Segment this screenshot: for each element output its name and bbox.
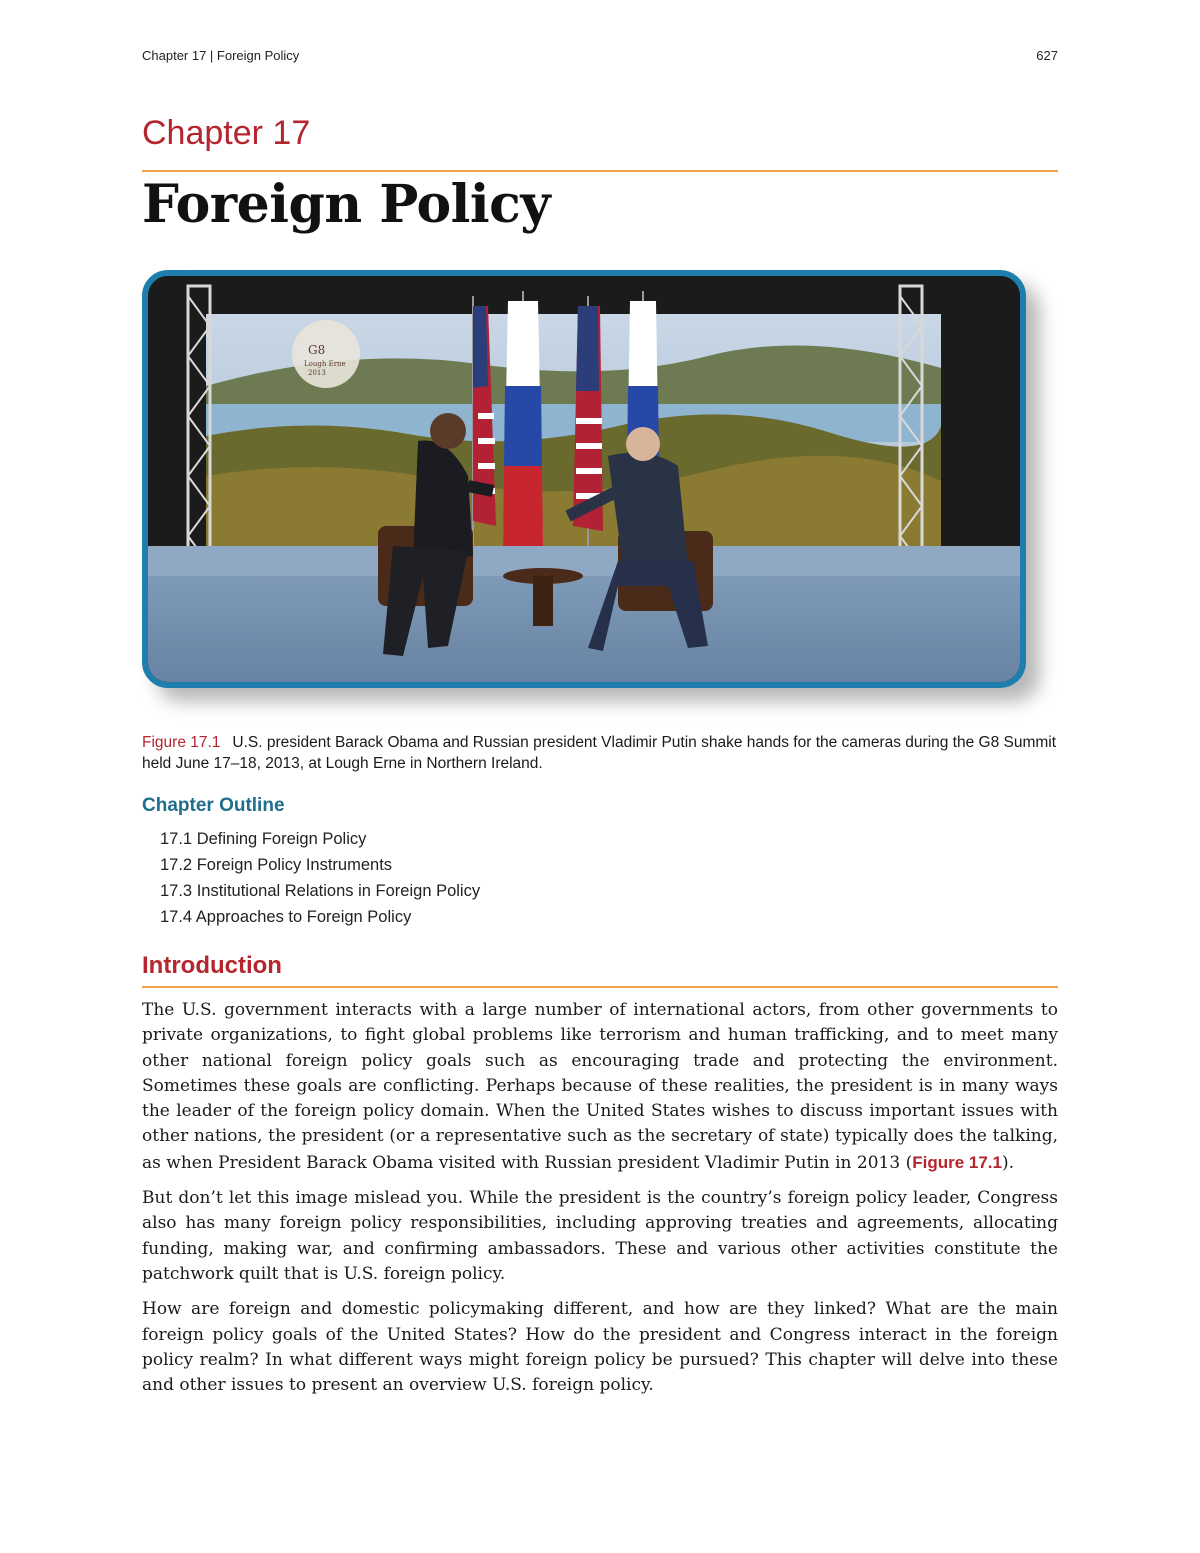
figure-image	[142, 270, 1026, 688]
figure-caption-text: U.S. president Barack Obama and Russian president Vladimir Putin shake hands for the cameras during the G8 Summit held June 17–18, 2013, at Lough Erne in Northern Ireland.	[142, 734, 1057, 772]
g8-logo-place: Lough Erne	[304, 360, 346, 368]
chapter-rule	[142, 170, 1058, 172]
outline-item-17-4[interactable]: 17.4 Approaches to Foreign Policy	[160, 908, 412, 926]
intro-paragraph-1-text: The U.S. government interacts with a large number of international actors, from other governments to private organizations, to fight global problems like terrorism and human trafficking, and to meet many other national foreign policy goals such as encouraging trade and protecting the environment. Sometimes these goals are conflicting. Perhaps because of these realities, the president is in many ways the leader of the foreign policy domain. When the United States wishes to discuss important issues with other nations, the president (or a representative such as the secretary of state) typically does the talking, as when President Barack Obama visited with Russian president Vladimir Putin in 2013 (	[142, 1000, 1058, 1173]
g8-logo	[292, 320, 360, 388]
figure-number: Figure 17.1	[142, 734, 221, 751]
outline-item-17-1[interactable]: 17.1 Defining Foreign Policy	[160, 830, 367, 848]
chapter-outline-list	[160, 828, 480, 932]
page-number: 627	[1036, 48, 1058, 63]
g8-logo-text: G8	[308, 343, 326, 357]
intro-paragraph-3: How are foreign and domestic policymaking different, and how are they linked? What are the main foreign policy goals of the United States? How do the president and Congress interact in the foreign policy realm? In what different ways might foreign policy be pursued? This chapter will delve into these and other issues to present an overview U.S. foreign policy.	[142, 1299, 1058, 1396]
figure-17-1-link[interactable]: Figure 17.1	[912, 1152, 1002, 1172]
introduction-rule	[142, 986, 1058, 988]
outline-item-17-2[interactable]: 17.2 Foreign Policy Instruments	[160, 856, 393, 874]
intro-paragraph-2: But don’t let this image mislead you. While the president is the country’s foreign policy leader, Congress also has many foreign policy responsibilities, including approving treaties and agreements, allocating funding, making war, and confirming ambassadors. These and various other activities constitute the patchwork quilt that is U.S. foreign policy.	[142, 1188, 1058, 1284]
intro-paragraph-1-end: ).	[1001, 1152, 1015, 1173]
outline-item-17-3[interactable]: 17.3 Institutional Relations in Foreign Policy	[160, 882, 481, 900]
introduction-body	[142, 998, 1058, 1408]
intro-paragraph-1	[142, 998, 1058, 1176]
chapter-title: Foreign Policy	[142, 174, 551, 235]
figure-caption	[142, 732, 1058, 774]
g8-logo-year: 2013	[308, 369, 326, 377]
summit-photo	[148, 276, 1020, 682]
chapter-label: Chapter 17	[142, 114, 311, 152]
chapter-outline-heading: Chapter Outline	[142, 795, 285, 816]
introduction-heading: Introduction	[142, 952, 282, 979]
running-head: Chapter 17 | Foreign Policy	[142, 48, 300, 63]
